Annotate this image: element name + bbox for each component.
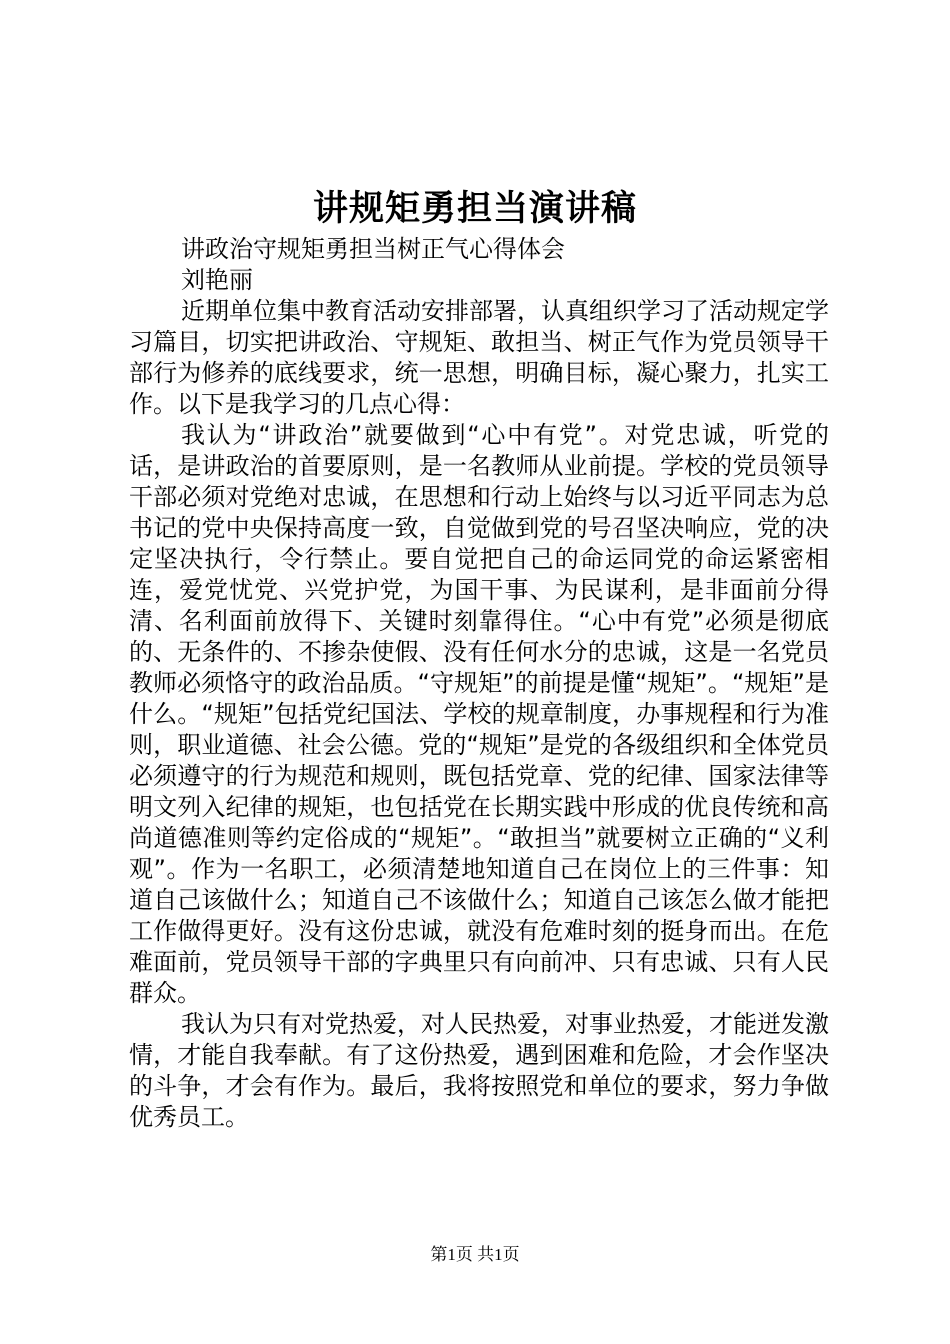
subtitle: 讲政治守规矩勇担当树正气心得体会: [181, 235, 565, 263]
document-body: [129, 234, 829, 1133]
paragraph-conclusion: 我认为只有对党热爱，对人民热爱，对事业热爱，才能迸发激情，才能自我奉献。有了这份热爱，遇到困难和危险，才会作坚决的斗争，才会有作为。最后，我将按照党和单位的要求，努力争做优秀员工。: [129, 1010, 829, 1131]
document-title: 讲规矩勇担当演讲稿: [312, 188, 637, 229]
paragraph-main: 我认为“讲政治”就要做到“心中有党”。对党忠诚，听党的话，是讲政治的首要原则，是一名教师从业前提。学校的党员领导干部必须对党绝对忠诚，在思想和行动上始终与以习近平同志为总书记的党中央保持高度一致，自觉做到党的号召坚决响应，党的决定坚决执行，令行禁止。要自觉把自己的命运同党的命运紧密相连，爱党忧党、兴党护党，为国干事、为民谋利，是非面前分得清、名利面前放得下、关键时刻靠得住。“心中有党”必须是彻底的、无条件的、不掺杂使假、没有任何水分的忠诚，这是一名党员教师必须恪守的政治品质。“守规矩”的前提是懂“规矩”。“规矩”是什么。“规矩”包括党纪国法、学校的规章制度，办事规程和行为准则，职业道德、社会公德。党的“规矩”是党的各级组织和全体党员必须遵守的行为规范和规则，既包括党章、党的纪律、国家法律等明文列入纪律的规矩，也包括党在长期实践中形成的优良传统和高尚道德准则等约定俗成的“规矩”。“敢担当”就要树立正确的“义利观”。作为一名职工，必须清楚地知道自己在岗位上的三件事：知道自己该做什么；知道自己不该做什么；知道自己该怎么做才能把工作做得更好。没有这份忠诚，就没有危难时刻的挺身而出。在危难面前，党员领导干部的字典里只有向前冲、只有忠诚、只有人民群众。: [129, 421, 829, 1007]
page-footer: 第1页 共1页: [430, 1245, 520, 1264]
author: 刘艳丽: [181, 266, 253, 294]
paragraph-intro: 近期单位集中教育活动安排部署，认真组织学习了活动规定学习篇目，切实把讲政治、守规矩、敢担当、树正气作为党员领导干部行为修养的底线要求，统一思想，明确目标，凝心聚力，扎实工作。以下是我学习的几点心得：: [129, 297, 829, 418]
